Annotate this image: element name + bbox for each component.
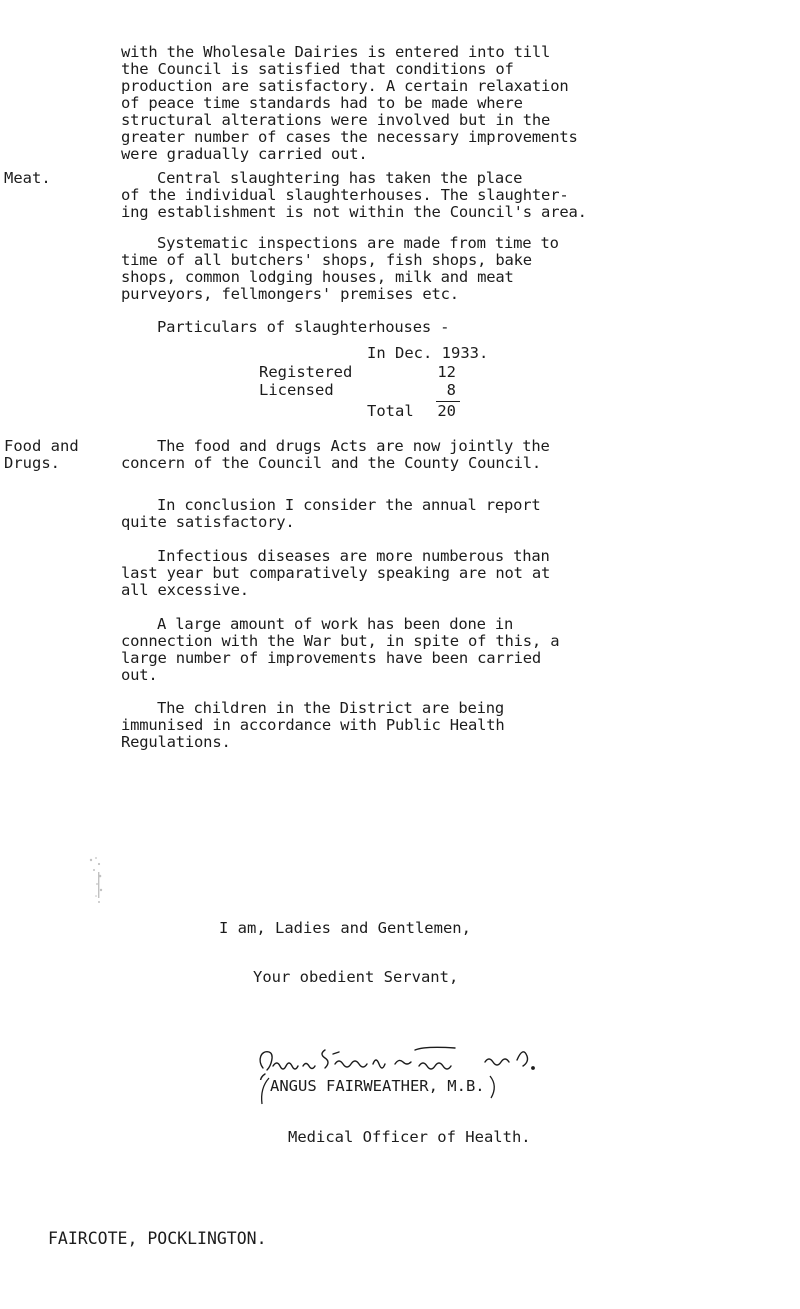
table-row-value: 12 (437, 363, 456, 381)
signatory-title: Medical Officer of Health. (288, 1128, 531, 1146)
paragraph-central-slaughtering: Central slaughtering has taken the place of the individual slaughterhouses. The slaughter- ing establishment is not within the Council's area. (121, 169, 587, 221)
signature-bracket-right (488, 1074, 500, 1100)
margin-label-meat: Meat. (4, 169, 51, 187)
table-header: In Dec. 1933. (367, 344, 489, 362)
table-row-label: Registered (259, 363, 353, 381)
paragraph-dairies: with the Wholesale Dairies is entered into till the Council is satisfied that conditions of production are satisfactory. A certain relaxation of peace time standards had to be made where structural alterations were involved but in the greater number of cases the necessary improvements were gradually carried out. (121, 43, 578, 163)
paragraph-food-drugs-acts: The food and drugs Acts are now jointly the concern of the Council and the County Council. (121, 437, 550, 472)
paragraph-infectious-diseases: Infectious diseases are more numberous than last year but comparatively speaking are not at all excessive. (121, 547, 551, 599)
paragraph-conclusion: In conclusion I consider the annual report quite satisfactory. (121, 496, 541, 531)
margin-label-food-drugs: Food and Drugs. (4, 437, 79, 472)
paragraph-immunisation: The children in the District are being immunised in accordance with Public Health Regulations. (121, 699, 505, 751)
footer-address: FAIRCOTE, POCKLINGTON. (48, 1229, 267, 1248)
table-total-label: Total (367, 402, 414, 420)
ink-smudge (84, 854, 106, 906)
table-row-label: Licensed (259, 381, 334, 399)
signatory-name: ANGUS FAIRWEATHER, M.B. (270, 1077, 485, 1095)
table-row-value: 8 (446, 381, 456, 399)
paragraph-systematic-inspections: Systematic inspections are made from time to time of all butchers' shops, fish shops, bake shops, common lodging houses, milk and meat purveyors, fellmongers' premises etc. (121, 234, 559, 303)
paragraph-war-work: A large amount of work has been done in connection with the War but, in spite of this, a large number of improvements have been carried out. (121, 615, 560, 684)
table-total-value: 20 (437, 402, 456, 420)
closing-servant: Your obedient Servant, (253, 968, 459, 986)
handwritten-signature (255, 1040, 565, 1080)
paragraph-particulars-heading: Particulars of slaughterhouses - (157, 318, 450, 336)
closing-salutation: I am, Ladies and Gentlemen, (219, 919, 471, 937)
